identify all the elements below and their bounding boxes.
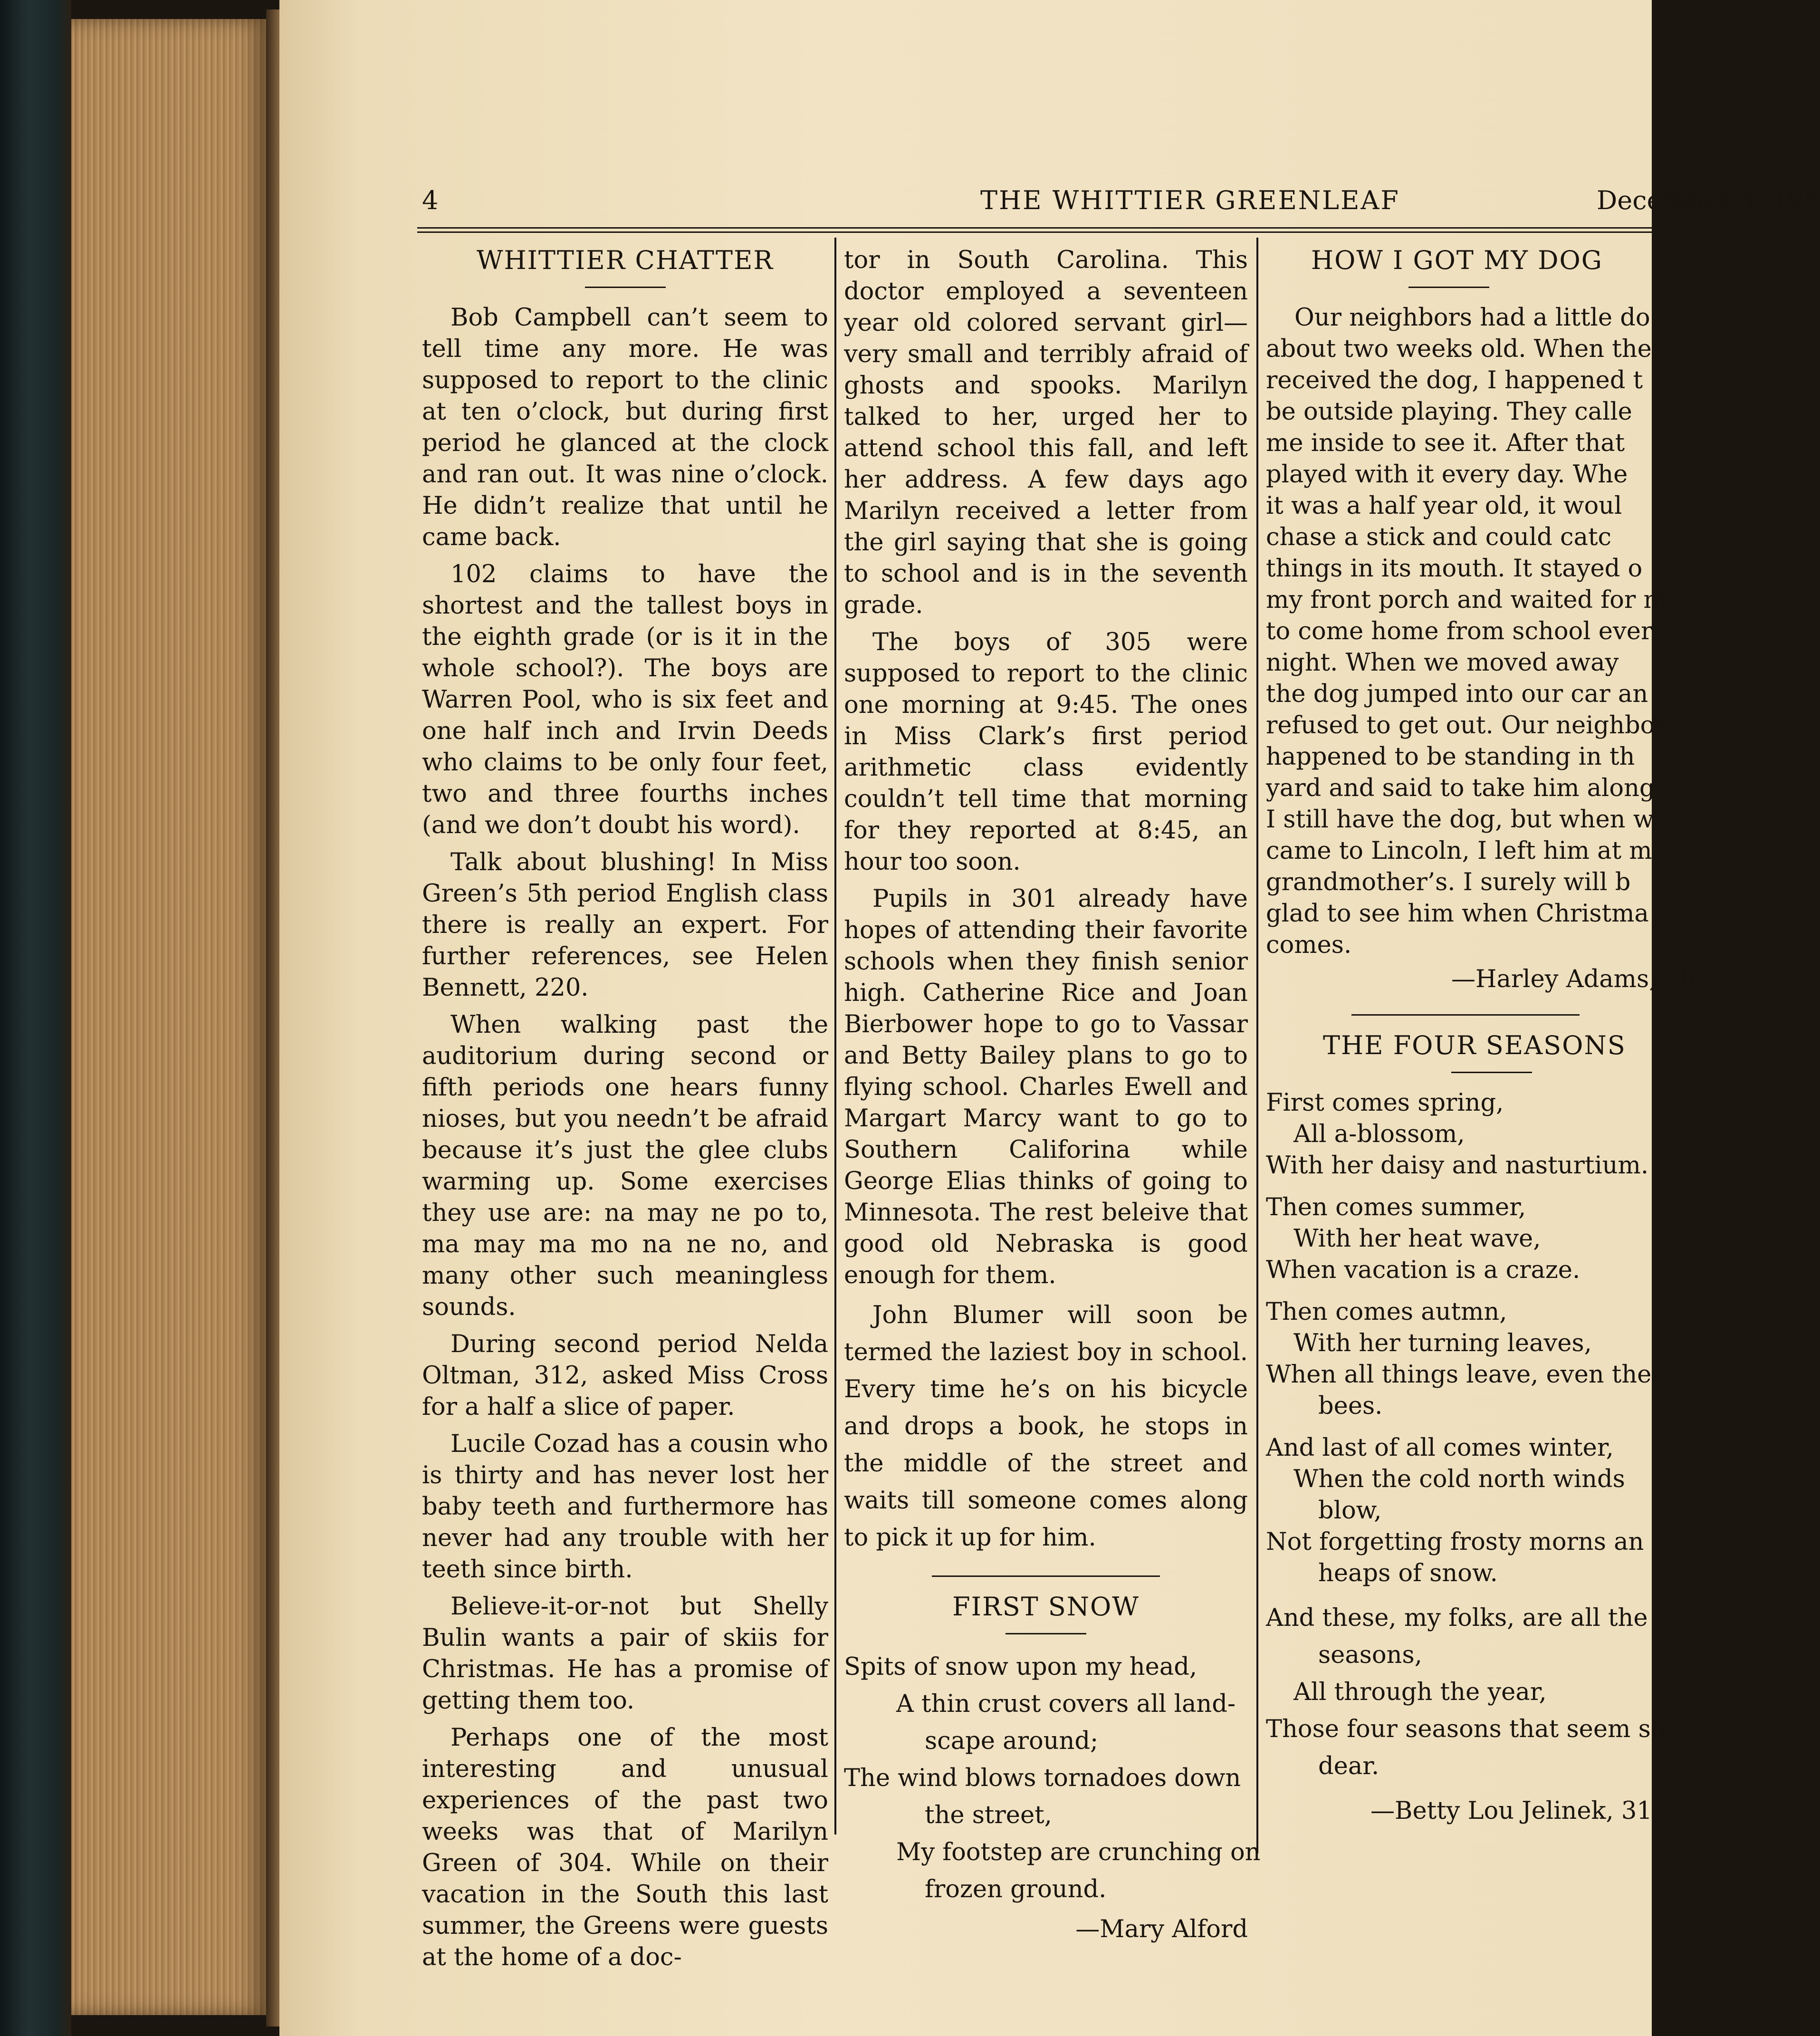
- chatter-paragraph: John Blumer will soon be termed the laziest boy in school. Every time he’s on his bicycle and drops a book, he stops in the middle of the street and waits till someone comes along to pick it up for him.: [844, 1301, 1248, 1552]
- column-1: [422, 245, 828, 1979]
- poem-stanza: [1266, 1087, 1652, 1181]
- column-2: [844, 245, 1261, 1954]
- poem-line: When the cold north winds: [1293, 1465, 1625, 1493]
- story-line: glad to see him when Christma: [1266, 900, 1649, 928]
- page-number: 4: [422, 185, 439, 215]
- poem-line: With her heat wave,: [1293, 1225, 1541, 1253]
- story-line: happened to be standing in th: [1266, 743, 1635, 771]
- poem-line: blow,: [1318, 1497, 1382, 1525]
- story-line: things in its mouth. It stayed o: [1266, 555, 1643, 583]
- book-gutter: [266, 10, 280, 2026]
- story-line: night. When we moved away: [1266, 649, 1619, 677]
- story-line: Our neighbors had a little do: [1294, 304, 1650, 332]
- story-line: comes.: [1266, 931, 1352, 959]
- page-block-edge: [71, 19, 271, 2015]
- poem-line: bees.: [1318, 1392, 1383, 1420]
- chatter-paragraph: Perhaps one of the most interesting and unusual experiences of the past two weeks was that of Marilyn Green of 304. While on their vacation in the South this last summer, the Greens were guests at the home of a doc-: [422, 1724, 828, 1971]
- poem-line: Then comes autmn,: [1266, 1298, 1507, 1326]
- poem-line: And these, my folks, are all the: [1266, 1604, 1648, 1632]
- poem-line: My footstep are crunching on: [896, 1838, 1261, 1866]
- poem-line: With her daisy and nasturtium.: [1266, 1152, 1649, 1180]
- poem-line: With her turning leaves,: [1293, 1329, 1592, 1357]
- poem-line: Then comes summer,: [1266, 1193, 1526, 1221]
- page-header: [422, 181, 1820, 228]
- poem-author: —Mary Alford: [1075, 1915, 1248, 1943]
- chatter-paragraph: Lucile Cozad has a cousin who is thirty and has never lost her baby teeth and furthermore has never had any trouble with her teeth since birth.: [422, 1430, 828, 1584]
- story-line: it was a half year old, it woul: [1266, 492, 1622, 520]
- chatter-paragraph: Pupils in 301 already have hopes of attending their favorite schools when they finish senior high. Catherine Rice and Joan Bierbower hope to go to Vassar and Betty Bailey plans to go to flying school. Charles Ewell and Margart Marcy want to go to Southern Califorina while George Elias thinks of going to Minnesota. The rest beleive that good old Nebraska is good enough for them.: [844, 885, 1248, 1289]
- poem-stanza: [1266, 1297, 1652, 1422]
- title-rule: [1006, 1633, 1086, 1634]
- poem-line: Those four seasons that seem so: [1266, 1715, 1666, 1743]
- poem-author: —Betty Lou Jelinek, 31: [1370, 1797, 1652, 1825]
- poem-four-seasons: [1266, 1087, 1666, 1785]
- issue-date: December 3, 193: [1597, 185, 1820, 215]
- poem-stanza: [1266, 1600, 1666, 1785]
- title-rule: [1408, 287, 1489, 288]
- poem-line: And last of all comes winter,: [1266, 1434, 1614, 1462]
- column-divider-1: [834, 238, 836, 1834]
- story-line: I still have the dog, but when w: [1266, 806, 1654, 834]
- story-line: grandmother’s. I surely will b: [1266, 868, 1631, 896]
- poem-line: All through the year,: [1293, 1678, 1547, 1706]
- poem-line: When all things leave, even the: [1266, 1361, 1652, 1389]
- chatter-paragraph: When walking past the auditorium during second or fifth periods one hears funny nioses, but you needn’t be afraid because it’s just the glee clubs warming up. Some exercises they use are: na may ne po to, ma may ma mo na ne no, and many other such meaningless sounds.: [422, 1011, 828, 1321]
- poem-title-four-seasons: THE FOUR SEASONS: [1323, 1030, 1626, 1060]
- article-title-how-i-got-my-dog: HOW I GOT MY DOG: [1311, 245, 1603, 275]
- column-3: [1266, 245, 1695, 1833]
- chatter-paragraph: Believe-it-or-not but Shelly Bulin wants a pair of skiis for Christmas. He has a promise of getting them too.: [422, 1593, 828, 1715]
- story-line: about two weeks old. When the: [1266, 335, 1652, 363]
- story-line: me inside to see it. After that: [1266, 429, 1625, 457]
- poem-line: frozen ground.: [925, 1875, 1107, 1903]
- poem-line: the street,: [925, 1801, 1052, 1829]
- story-line: my front porch and waited for m: [1266, 586, 1667, 614]
- story-author: —Harley Adams, 20: [1451, 965, 1695, 993]
- poem-stanza: [1266, 1192, 1652, 1286]
- chatter-paragraph: Bob Campbell can’t seem to tell time any more. He was supposed to report to the clinic at ten o’clock, but during first period he glanced at the clock and ran out. It was nine o’clock. He didn’t realize that until he came back.: [422, 304, 828, 551]
- newspaper-title: THE WHITTIER GREENLEAF: [980, 185, 1400, 215]
- poem-first-snow: [844, 1649, 1261, 1908]
- section-rule: [1351, 1014, 1580, 1016]
- header-rule: [417, 227, 1652, 233]
- poem-title-first-snow: FIRST SNOW: [952, 1592, 1140, 1622]
- poem-line: All a-blossom,: [1293, 1120, 1465, 1148]
- chatter-paragraph-continued: tor in South Carolina. This doctor employed a seventeen year old colored servant girl—very small and terribly afraid of ghosts and spooks. Marilyn talked to her, urged her to attend school this fall, and left her address. A few days ago Marilyn received a letter from the girl saying that she is going to school and is in the seventh grade.: [844, 246, 1248, 619]
- poem-line: heaps of snow.: [1318, 1559, 1498, 1587]
- section-rule: [932, 1575, 1160, 1577]
- story-line: received the dog, I happened t: [1266, 366, 1643, 394]
- poem-line: The wind blows tornadoes down: [844, 1764, 1241, 1792]
- poem-line: dear.: [1318, 1752, 1379, 1780]
- poem-stanza: [1266, 1432, 1652, 1589]
- story-line: yard and said to take him along: [1266, 774, 1655, 802]
- chatter-paragraph: Talk about blushing! In Miss Green’s 5th period English class there is really an expert. For further references, see Helen Bennett, 220.: [422, 848, 828, 1002]
- story-line: played with it every day. Whe: [1266, 461, 1628, 489]
- poem-line: Not forgetting frosty morns an: [1266, 1528, 1644, 1556]
- newspaper-page: [279, 0, 1820, 2036]
- book-binding: [0, 0, 71, 2036]
- story-line: chase a stick and could catc: [1266, 523, 1612, 551]
- story-line: refused to get out. Our neighbor: [1266, 711, 1667, 739]
- poem-line: Spits of snow upon my head,: [844, 1653, 1197, 1681]
- story-line: the dog jumped into our car an: [1266, 680, 1648, 708]
- story-line: be outside playing. They calle: [1266, 398, 1632, 426]
- chatter-paragraph: During second period Nelda Oltman, 312, asked Miss Cross for a half a slice of paper.: [422, 1330, 828, 1421]
- article-title-whittier-chatter: WHITTIER CHATTER: [476, 245, 774, 275]
- poem-line: scape around;: [925, 1727, 1099, 1755]
- column-divider-2: [1256, 238, 1258, 1854]
- story-line: to come home from school ever: [1266, 617, 1653, 645]
- chatter-paragraph: The boys of 305 were supposed to report to the clinic one morning at 9:45. The ones in Miss Clark’s first period arithmetic class evidently couldn’t tell time that morning for they reported at 8:45, an hour too soon.: [844, 628, 1248, 876]
- chatter-paragraph: 102 claims to have the shortest and the tallest boys in the eighth grade (or is it in the whole school?). The boys are Warren Pool, who is six feet and one half inch and Irvin Deeds who claims to be only four feet, two and three fourths inches (and we don’t doubt his word).: [422, 560, 828, 839]
- poem-line: When vacation is a craze.: [1266, 1256, 1581, 1284]
- story-line: came to Lincoln, I left him at m: [1266, 837, 1652, 865]
- dog-story-body: [1266, 302, 1667, 961]
- poem-line: First comes spring,: [1266, 1089, 1504, 1117]
- title-rule: [1451, 1072, 1532, 1073]
- poem-line: seasons,: [1318, 1641, 1422, 1669]
- title-rule: [585, 287, 666, 288]
- poem-line: A thin crust covers all land-: [896, 1690, 1236, 1718]
